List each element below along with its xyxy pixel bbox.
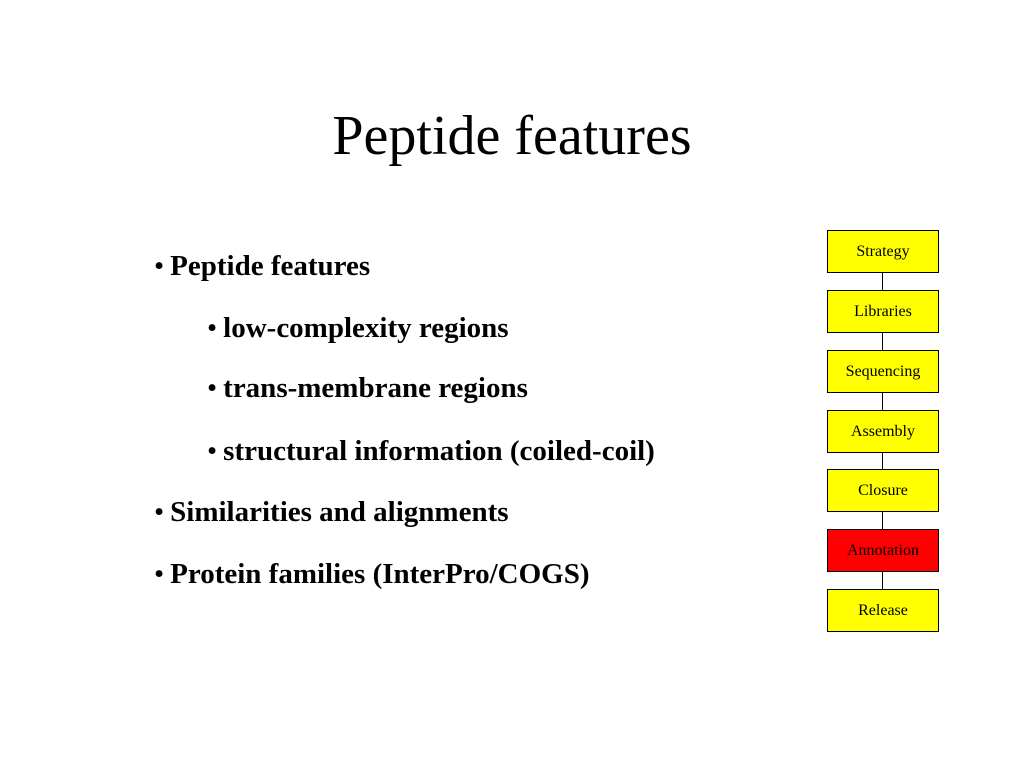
stage-closure-button[interactable]: Closure <box>827 469 939 512</box>
bullet-text: low-complexity regions <box>223 312 509 344</box>
sub-bullet-item <box>207 370 528 406</box>
bullet-item <box>154 556 590 592</box>
pipeline-connector <box>882 273 883 290</box>
stage-release-button[interactable]: Release <box>827 589 939 632</box>
pipeline-nav <box>827 230 939 632</box>
stage-annotation-button[interactable]: Annotation <box>827 529 939 572</box>
pipeline-connector <box>882 512 883 529</box>
bullet-item <box>154 494 509 530</box>
bullet-dot: • <box>207 312 218 344</box>
bullet-item <box>154 248 370 284</box>
bullet-text: Similarities and alignments <box>170 496 509 528</box>
stage-assembly-button[interactable]: Assembly <box>827 410 939 453</box>
bullet-text: Protein families (InterPro/COGS) <box>170 558 590 590</box>
bullet-text: Peptide features <box>170 250 371 282</box>
stage-sequencing-button[interactable]: Sequencing <box>827 350 939 393</box>
page-title: Peptide features <box>332 105 692 167</box>
bullet-dot: • <box>154 496 165 528</box>
bullet-dot: • <box>154 250 165 282</box>
pipeline-connector <box>882 393 883 410</box>
bullet-dot: • <box>154 558 165 590</box>
pipeline-connector <box>882 453 883 470</box>
bullet-dot: • <box>207 372 218 404</box>
sub-bullet-item <box>207 433 655 469</box>
bullet-text: structural information (coiled-coil) <box>223 435 655 467</box>
pipeline-connector <box>882 572 883 589</box>
stage-strategy-button[interactable]: Strategy <box>827 230 939 273</box>
bullet-text: trans-membrane regions <box>223 372 528 404</box>
stage-libraries-button[interactable]: Libraries <box>827 290 939 333</box>
pipeline-connector <box>882 333 883 350</box>
bullet-dot: • <box>207 435 218 467</box>
sub-bullet-item <box>207 310 509 346</box>
